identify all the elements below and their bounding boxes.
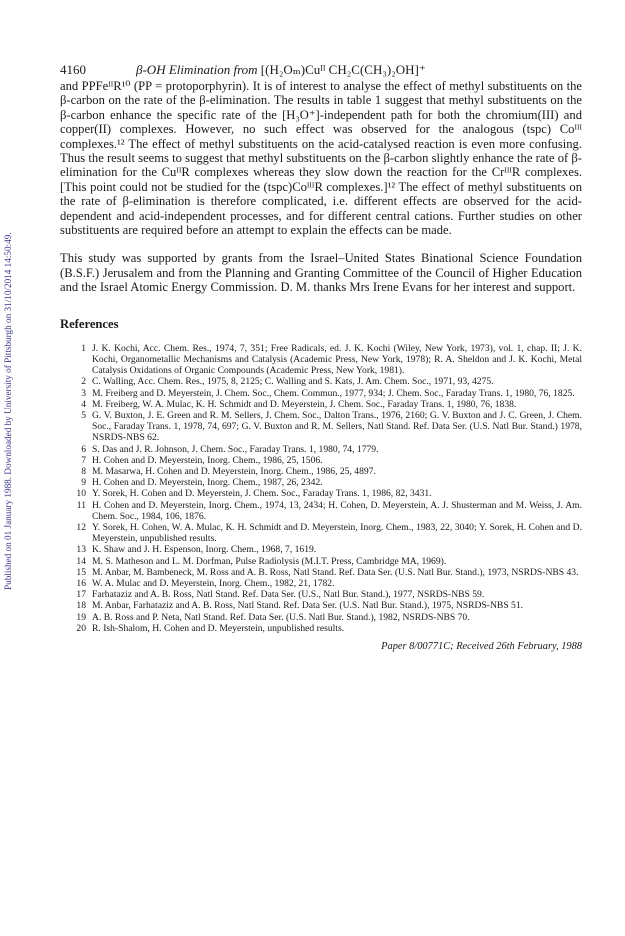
reference-item (72, 466, 582, 477)
reference-text: W. A. Mulac and D. Meyerstein, Inorg. Chem., 1982, 21, 1782. (92, 577, 335, 589)
reference-text: K. Shaw and J. H. Espenson, Inorg. Chem., 1968, 7, 1619. (92, 544, 317, 556)
reference-text: M. Freiberg and D. Meyerstein, J. Chem. Soc., Chem. Commun., 1977, 934; J. Chem. Soc., Faraday Trans. 1, 1980, 76, 1825. (92, 387, 575, 399)
download-watermark (3, 170, 17, 590)
reference-number: 14 (76, 555, 86, 567)
running-title (136, 62, 426, 78)
reference-item (72, 488, 582, 499)
reference-item (72, 567, 582, 578)
reference-item (72, 612, 582, 623)
reference-text: M. Anbar, Farhataziz and A. B. Ross, Natl Stand. Ref. Data Ser. (U.S. Natl Bur. Stand.), 1975, NSRDS-NBS 51. (92, 600, 524, 612)
reference-number: 6 (81, 443, 86, 455)
reference-item (72, 623, 582, 634)
reference-number: 3 (81, 387, 86, 399)
reference-number: 16 (76, 577, 86, 589)
acknowledgement-paragraph: This study was supported by grants from the Israel–United States Binational Science Foundation (B.S.F.) Jerusalem and from the Planning and Granting Committee of the Council of Higher Education and the Israel Atomic Energy Commission. D. M. thanks Mrs Irene Evans for her interest and support. (60, 251, 582, 295)
reference-number: 9 (81, 477, 86, 489)
reference-text: H. Cohen and D. Meyerstein, Inorg. Chem., 1987, 26, 2342. (92, 477, 323, 489)
reference-number: 7 (81, 454, 86, 466)
reference-number: 2 (81, 376, 86, 388)
reference-text: G. V. Buxton, J. E. Green and R. M. Sellers, J. Chem. Soc., Dalton Trans., 1976, 2160; G. V. Buxton and J. C. Green, J. Chem. Soc., Faraday Trans. 1, 1978, 74, 697; G. V. Buxton and R. M. Sellers, Natl Stand. Ref. Data Ser. (U.S. Natl Bur. Stand.) 1978, NSRDS-NBS 62. (92, 409, 582, 444)
reference-item (72, 544, 582, 555)
reference-item (72, 399, 582, 410)
reference-item (72, 578, 582, 589)
reference-number: 17 (76, 589, 86, 601)
reference-number: 15 (76, 566, 86, 578)
reference-number: 4 (81, 398, 86, 410)
running-header (60, 62, 582, 78)
reference-item (72, 556, 582, 567)
page-number: 4160 (60, 62, 86, 77)
reference-number: 8 (81, 465, 86, 477)
body-text (60, 79, 582, 295)
reference-number: 11 (76, 499, 86, 511)
reference-number: 19 (76, 611, 86, 623)
reference-number: 18 (76, 600, 86, 612)
reference-item (72, 455, 582, 466)
reference-text: M. S. Matheson and L. M. Dorfman, Pulse Radiolysis (M.I.T. Press, Cambridge MA, 1969). (92, 555, 447, 567)
reference-text: R. Ish-Shalom, H. Cohen and D. Meyerstein, unpublished results. (92, 622, 345, 634)
reference-number: 1 (81, 342, 86, 354)
reference-item (72, 444, 582, 455)
reference-item (72, 522, 582, 544)
reference-text: Y. Sorek, H. Cohen and D. Meyerstein, J. Chem. Soc., Faraday Trans. 1, 1986, 82, 3431. (92, 488, 432, 500)
reference-number: 5 (81, 409, 86, 421)
reference-text: H. Cohen and D. Meyerstein, Inorg. Chem., 1986, 25, 1506. (92, 454, 323, 466)
reference-text: S. Das and J. R. Johnson, J. Chem. Soc., Faraday Trans. 1, 1980, 74, 1779. (92, 443, 379, 455)
reference-item (72, 343, 582, 377)
references-heading: References (60, 316, 119, 331)
reference-number: 10 (76, 488, 86, 500)
reference-list (72, 343, 582, 634)
reference-item (72, 500, 582, 522)
reference-text: M. Anbar, M. Bambeneck, M. Ross and A. B. Ross, Natl Stand. Ref. Data Ser. (U.S. Natl Bur. Stand.), 1973, NSRDS-NBS 43. (92, 566, 579, 578)
reference-text: J. K. Kochi, Acc. Chem. Res., 1974, 7, 351; Free Radicals, ed. J. K. Kochi (Wiley, New York, 1973), vol. 1, chap. II; J. K. Kochi, Organometallic Mechanisms and Catalysis (Academic Press, New York, 1978); R. A. Sheldon and J. K. Kochi, Metal Catalysis Oxidations of Organic Compounds (Academic Press, New York, 1981). (92, 342, 582, 377)
paper-received-note: Paper 8/00771C; Received 26th February, 1988 (381, 640, 582, 652)
reference-text: A. B. Ross and P. Neta, Natl Stand. Ref. Data Ser. (U.S. Natl Bur. Stand.), 1982, NSRDS-NBS 70. (92, 611, 470, 623)
reference-item (72, 589, 582, 600)
reference-text: Farhataziz and A. B. Ross, Natl Stand. Ref. Data Ser. (U.S., Natl Bur. Stand.), 1977, NSRDS-NBS 59. (92, 589, 485, 601)
reference-item (72, 388, 582, 399)
reference-text: Y. Sorek, H. Cohen, W. A. Mulac, K. H. Schmidt and D. Meyerstein, Inorg. Chem., 1983, 22, 3040; Y. Sorek, H. Cohen and D. Meyerstein, unpublished results. (92, 521, 582, 545)
discussion-paragraph: and PPFeᴵᴵR¹⁰ (PP = protoporphyrin). It is of interest to analyse the effect of methyl substituents on the β-carbon on the rate of the β-elimination. The results in table 1 suggest that methyl substituents on the β-carbon enhance the specific rate of the [H₃O⁺]-independent path for both the chromium(III) and copper(II) complexes. However, no such effect was observed for the analogous (tspc) Coᴵᴵᴵ complexes.¹² The effect of methyl substituents on the acid-catalysed reaction is even more confusing. Thus the result seems to suggest that methyl substituents on the β-carbon slightly enhance the rate of β-elimination for the CuᴵᴵR complexes whereas they slow down the reaction for the CrᴵᴵᴵR complexes. [This point could not be studied for the (tspc)CoᴵᴵᴵR complexes.]¹² The effect of methyl substituents on the rate of β-elimination is therefore complicated, i.e. different effects are observed for the acid-dependent and acid-independent processes, and for different central cations. Further studies on other substituents are required before an attempt to explain the effects can be made. (60, 79, 582, 238)
running-title-formula: [(H₂Oₘ)Cuᴵᴵ CH₂C(CH₃)₂OH]⁺ (260, 62, 426, 77)
reference-text: M. Masarwa, H. Cohen and D. Meyerstein, Inorg. Chem., 1986, 25, 4897. (92, 465, 376, 477)
running-title-italic: β-OH Elimination from (136, 62, 258, 77)
reference-item (72, 410, 582, 444)
reference-item (72, 376, 582, 387)
reference-text: H. Cohen and D. Meyerstein, Inorg. Chem., 1974, 13, 2434; H. Cohen, D. Meyerstein, A. J. Shusterman and M. Weiss, J. Am. Chem. Soc., 1984, 106, 1876. (92, 499, 582, 522)
reference-text: M. Freiberg, W. A. Mulac, K. H. Schmidt and D. Meyerstein, J. Chem. Soc., Faraday Trans. 1, 1980, 76, 1838. (92, 398, 517, 410)
reference-item (72, 600, 582, 611)
journal-page (60, 62, 582, 652)
reference-number: 13 (76, 544, 86, 556)
reference-text: C. Walling, Acc. Chem. Res., 1975, 8, 2125; C. Walling and S. Kats, J. Am. Chem. Soc., 1971, 93, 4275. (92, 376, 494, 388)
reference-number: 20 (76, 622, 86, 634)
download-note-text: Published on 01 January 1988. Downloaded by University of Pittsburgh on 31/10/2014 14:50:49. (3, 232, 13, 590)
reference-number: 12 (76, 521, 86, 533)
reference-item (72, 477, 582, 488)
